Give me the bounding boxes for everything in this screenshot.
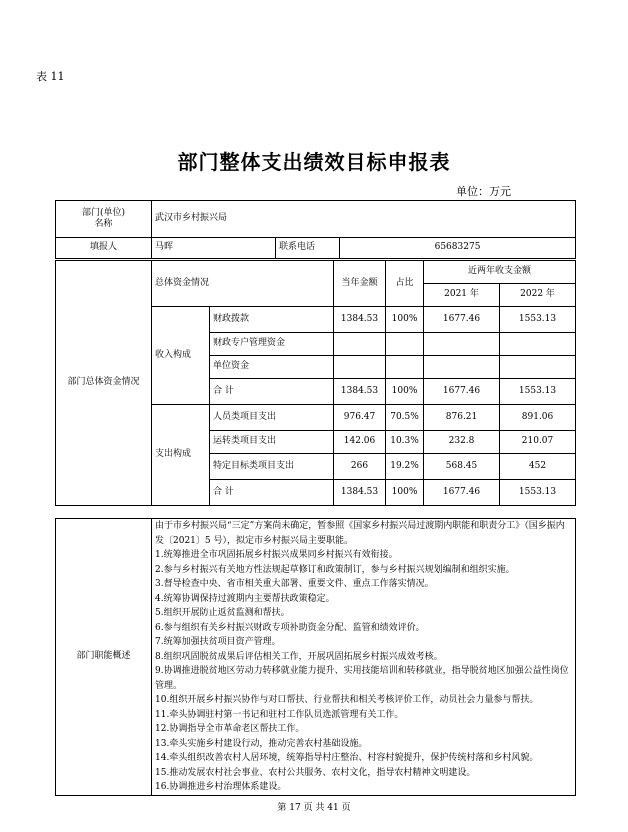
income-total-current: 1384.53 bbox=[334, 379, 386, 405]
income-row-2021 bbox=[424, 333, 500, 356]
expense-structure-label: 支出构成 bbox=[152, 405, 210, 506]
duty-item: 6.参与组织有关乡村振兴财政专项补助资金分配、监管和绩效评价。 bbox=[155, 622, 425, 633]
duty-item: 3.督导检查中央、省市相关重大部署、重要文件、重点工作落实情况。 bbox=[155, 579, 434, 589]
income-row-current bbox=[334, 333, 386, 356]
expense-row-ratio: 10.3% bbox=[386, 431, 424, 454]
expense-row-name: 人员类项目支出 bbox=[210, 405, 334, 431]
duty-item: 13.牵头实施乡村建设行动，推动完善农村基础设施。 bbox=[155, 738, 368, 749]
duty-item: 5.组织开展防止返贫监测和帮扶。 bbox=[155, 608, 290, 618]
duty-item: 12.协调指导全市革命老区帮扶工作。 bbox=[155, 724, 305, 734]
duties-label: 部门职能概述 bbox=[56, 519, 152, 796]
duty-item: 15.推动发展农村社会事业、农村公共服务、农村文化，指导农村精神文明建设。 bbox=[155, 767, 476, 778]
col-ratio: 占比 bbox=[386, 261, 424, 307]
duty-item: 1.统筹推进全市巩固拓展乡村振兴成果同乡村振兴有效衔接。 bbox=[155, 550, 398, 560]
income-row-current bbox=[334, 356, 386, 379]
income-total-2022: 1553.13 bbox=[500, 379, 576, 405]
income-row-2021: 1677.46 bbox=[424, 307, 500, 333]
table-number-label: 表 11 bbox=[36, 70, 65, 83]
expense-row-name: 特定目标类项目支出 bbox=[210, 454, 334, 480]
expense-row-ratio: 19.2% bbox=[386, 454, 424, 480]
expense-row-current: 266 bbox=[334, 454, 386, 480]
filler-value: 马晖 bbox=[152, 238, 276, 259]
funds-table bbox=[55, 260, 576, 506]
filler-label: 填报人 bbox=[56, 238, 152, 259]
duty-item: 7.统筹加强扶贫项目资产管理。 bbox=[155, 637, 281, 647]
duty-item: 4.统筹协调保持过渡期内主要帮扶政策稳定。 bbox=[155, 593, 335, 604]
income-row-name: 财政专户管理资金 bbox=[210, 333, 334, 356]
duty-item: 14.牵头组织改善农村人居环境，统筹指导村庄整治、村容村貌提升，保护传统村落和乡村风貌。 bbox=[155, 753, 539, 763]
document-title: 部门整体支出绩效目标申报表 bbox=[177, 150, 451, 174]
duty-item: 11.牵头协调驻村第一书记和驻村工作队员选派管理有关工作。 bbox=[155, 709, 404, 720]
income-row-2022 bbox=[500, 356, 576, 379]
expense-row-2021: 876.21 bbox=[424, 405, 500, 431]
income-total-2021: 1677.46 bbox=[424, 379, 500, 405]
income-row-2022 bbox=[500, 333, 576, 356]
expense-row-name: 运转类项目支出 bbox=[210, 431, 334, 454]
expense-row-current: 976.47 bbox=[334, 405, 386, 431]
duty-item: 16.协调推进乡村治理体系建设。 bbox=[155, 782, 287, 792]
duty-item: 10.组织开展乡村振兴协作与对口帮扶、行业帮扶和相关考核评价工作，动员社会力量参与帮扶。 bbox=[155, 695, 539, 705]
duty-item: 2.参与乡村振兴有关地方性法规起草修订和政策制订，参与乡村振兴规划编制和组织实施。 bbox=[155, 564, 515, 575]
expense-total-2022: 1553.13 bbox=[500, 480, 576, 506]
expense-total-ratio: 100% bbox=[386, 480, 424, 506]
page-footer: 第 17 页 共 41 页 bbox=[277, 803, 351, 813]
expense-total-name: 合 计 bbox=[210, 480, 334, 506]
expense-row-2022: 452 bbox=[500, 454, 576, 480]
expense-row-2022: 210.07 bbox=[500, 431, 576, 454]
income-structure-label: 收入构成 bbox=[152, 307, 210, 405]
col-year-2021: 2021 年 bbox=[424, 284, 500, 307]
income-row-2021 bbox=[424, 356, 500, 379]
expense-row-ratio: 70.5% bbox=[386, 405, 424, 431]
duty-item: 9.协调推进脱贫地区劳动力转移就业能力提升、实用技能培训和转移就业，指导脱贫地区加强公益性岗位管理。 bbox=[155, 666, 569, 691]
income-total-name: 合 计 bbox=[210, 379, 334, 405]
expense-total-current: 1384.53 bbox=[334, 480, 386, 506]
income-row-2022: 1553.13 bbox=[500, 307, 576, 333]
expense-row-2021: 568.45 bbox=[424, 454, 500, 480]
unit-note: 单位：万元 bbox=[456, 185, 511, 198]
income-row-ratio bbox=[386, 333, 424, 356]
income-total-ratio: 100% bbox=[386, 379, 424, 405]
phone-value: 65683275 bbox=[340, 238, 576, 259]
income-row-ratio: 100% bbox=[386, 307, 424, 333]
income-row-current: 1384.53 bbox=[334, 307, 386, 333]
overall-funds-label: 总体资金情况 bbox=[152, 261, 334, 307]
col-recent-two-years: 近两年收支金额 bbox=[424, 261, 576, 284]
duties-table bbox=[55, 518, 576, 796]
duties-content bbox=[152, 519, 576, 796]
col-year-2022: 2022 年 bbox=[500, 284, 576, 307]
expense-total-2021: 1677.46 bbox=[424, 480, 500, 506]
phone-label: 联系电话 bbox=[276, 238, 340, 259]
duty-item: 8.组织巩固脱贫成果后评估相关工作，开展巩固拓展乡村振兴成效考核。 bbox=[155, 651, 443, 662]
duty-intro: 由于市乡村振兴局“三定”方案尚未确定，暂参照《国家乡村振兴局过渡期内职能和职责分工》（国乡振内发〔2021〕5 号），拟定市乡村振兴局主要职能。 bbox=[155, 521, 565, 546]
income-row-ratio bbox=[386, 356, 424, 379]
expense-row-2022: 891.06 bbox=[500, 405, 576, 431]
dept-name-value: 武汉市乡村振兴局 bbox=[152, 201, 576, 238]
expense-row-current: 142.06 bbox=[334, 431, 386, 454]
col-current-amount: 当年金额 bbox=[334, 261, 386, 307]
income-row-name: 单位资金 bbox=[210, 356, 334, 379]
expense-row-2021: 232.8 bbox=[424, 431, 500, 454]
department-info-table bbox=[55, 200, 576, 259]
dept-name-label: 部门(单位) 名称 bbox=[56, 201, 152, 238]
income-row-name: 财政拨款 bbox=[210, 307, 334, 333]
funds-section-label: 部门总体资金情况 bbox=[56, 261, 152, 506]
